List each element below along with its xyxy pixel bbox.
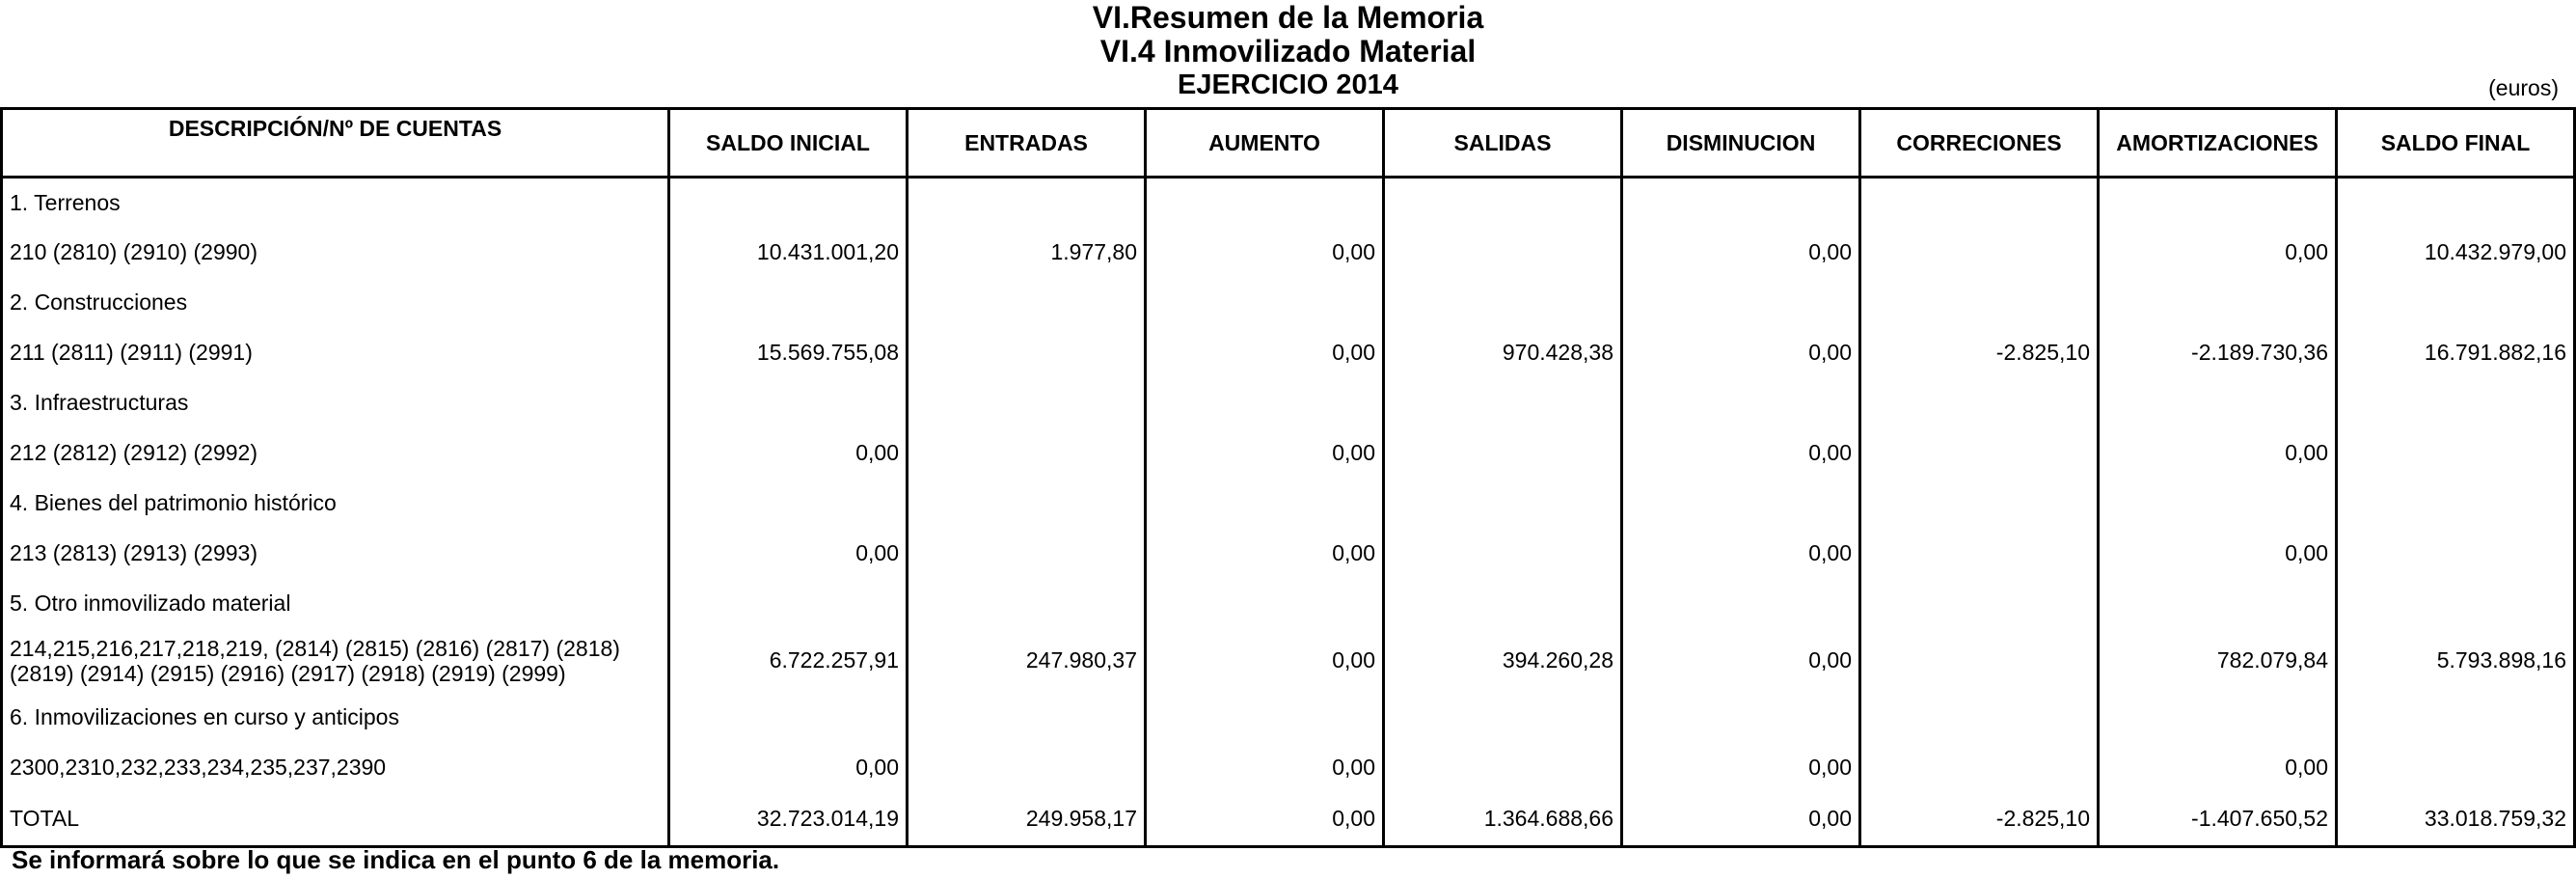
value-cell [669,579,908,629]
value-cell [2099,278,2337,328]
section-label: 3. Infraestructuras [2,378,669,428]
value-cell: 970.428,38 [1384,328,1622,378]
column-header: SALDO FINAL [2337,109,2575,178]
value-cell: 0,00 [1146,328,1384,378]
section-label: 6. Inmovilizaciones en curso y anticipos [2,693,669,743]
value-cell: 0,00 [1622,428,1860,479]
value-cell: 0,00 [1146,228,1384,278]
value-cell: -2.189.730,36 [2099,328,2337,378]
value-cell [669,278,908,328]
section-row [2,479,2575,529]
value-cell [2337,428,2575,479]
value-cell: 782.079,84 [2099,629,2337,693]
value-cell: -2.825,10 [1860,328,2099,378]
report-subtitle: VI.4 Inmovilizado Material [1099,34,1477,69]
value-cell: 0,00 [1622,328,1860,378]
table-row [2,228,2575,278]
section-label: 4. Bienes del patrimonio histórico [2,479,669,529]
value-cell [669,693,908,743]
value-cell: 0,00 [1622,228,1860,278]
value-cell [669,479,908,529]
value-cell: 10.431.001,20 [669,228,908,278]
value-cell [1860,228,2099,278]
column-header: DISMINUCION [1622,109,1860,178]
table-body [2,178,2575,847]
account-label: 212 (2812) (2912) (2992) [2,428,669,479]
fixed-assets-table [0,107,2576,848]
value-cell [1860,378,2099,428]
footnote: Se informará sobre lo que se indica en el punto 6 de la memoria. [12,845,780,874]
value-cell: -2.825,10 [1860,793,2099,847]
value-cell: 247.980,37 [908,629,1146,693]
account-label: 214,215,216,217,218,219, (2814) (2815) (2816) (2817) (2818) (2819) (2914) (2915) (2916) (2917) (2918) (2919) (2999) [2,629,669,693]
value-cell [1622,693,1860,743]
value-cell [908,743,1146,793]
account-label: 213 (2813) (2913) (2993) [2,529,669,579]
report-title: VI.Resumen de la Memoria [1092,0,1484,35]
value-cell [2337,178,2575,228]
value-cell: 16.791.882,16 [2337,328,2575,378]
value-cell [908,378,1146,428]
table-row [2,529,2575,579]
value-cell: 5.793.898,16 [2337,629,2575,693]
section-row [2,178,2575,228]
value-cell: 0,00 [1622,743,1860,793]
value-cell: 0,00 [1622,629,1860,693]
value-cell [908,693,1146,743]
value-cell [669,378,908,428]
column-header: SALDO INICIAL [669,109,908,178]
value-cell: 0,00 [1146,793,1384,847]
value-cell [1146,278,1384,328]
value-cell: 0,00 [1146,428,1384,479]
table-row [2,428,2575,479]
value-cell [1384,278,1622,328]
value-cell [1384,228,1622,278]
currency-units: (euros) [2488,75,2559,100]
value-cell [1384,378,1622,428]
value-cell [1860,693,2099,743]
table-header-row [2,109,2575,178]
value-cell [1860,743,2099,793]
value-cell [2099,579,2337,629]
column-header: AMORTIZACIONES [2099,109,2337,178]
value-cell [1146,178,1384,228]
value-cell [1860,479,2099,529]
value-cell [1384,479,1622,529]
section-label: 5. Otro inmovilizado material [2,579,669,629]
value-cell [1622,278,1860,328]
value-cell: 0,00 [1622,529,1860,579]
value-cell [1384,529,1622,579]
value-cell [1622,178,1860,228]
value-cell [2337,579,2575,629]
value-cell [1622,579,1860,629]
value-cell [1622,479,1860,529]
value-cell [908,479,1146,529]
value-cell: 0,00 [1622,793,1860,847]
value-cell: 1.364.688,66 [1384,793,1622,847]
value-cell [1146,693,1384,743]
section-row [2,378,2575,428]
value-cell: 0,00 [1146,743,1384,793]
value-cell: 15.569.755,08 [669,328,908,378]
column-header: ENTRADAS [908,109,1146,178]
section-label: 1. Terrenos [2,178,669,228]
value-cell: 0,00 [669,428,908,479]
value-cell [2337,378,2575,428]
value-cell [908,529,1146,579]
value-cell [1384,579,1622,629]
value-cell [2099,178,2337,228]
value-cell: 0,00 [2099,428,2337,479]
fiscal-year-title: EJERCICIO 2014 [1178,69,1398,100]
value-cell: 0,00 [1146,529,1384,579]
value-cell [1860,428,2099,479]
value-cell [908,328,1146,378]
account-label: 211 (2811) (2911) (2991) [2,328,669,378]
value-cell: -1.407.650,52 [2099,793,2337,847]
value-cell [1860,178,2099,228]
table-row [2,743,2575,793]
value-cell: 0,00 [2099,743,2337,793]
account-label: 210 (2810) (2910) (2990) [2,228,669,278]
value-cell [1860,529,2099,579]
value-cell [908,178,1146,228]
value-cell: 32.723.014,19 [669,793,908,847]
table-row [2,328,2575,378]
value-cell: 0,00 [669,743,908,793]
value-cell [908,428,1146,479]
value-cell [2337,278,2575,328]
column-header: DESCRIPCIÓN/Nº DE CUENTAS [2,109,669,178]
value-cell [1860,579,2099,629]
column-header: SALIDAS [1384,109,1622,178]
value-cell: 0,00 [1146,629,1384,693]
value-cell [1860,629,2099,693]
value-cell: 0,00 [2099,529,2337,579]
value-cell [2337,743,2575,793]
value-cell [2337,529,2575,579]
value-cell [2099,693,2337,743]
value-cell: 33.018.759,32 [2337,793,2575,847]
account-label: 2300,2310,232,233,234,235,237,2390 [2,743,669,793]
value-cell: 1.977,80 [908,228,1146,278]
value-cell [1384,743,1622,793]
column-header: AUMENTO [1146,109,1384,178]
value-cell [1146,579,1384,629]
value-cell [1146,378,1384,428]
value-cell [2099,479,2337,529]
value-cell: 0,00 [2099,228,2337,278]
value-cell: 394.260,28 [1384,629,1622,693]
value-cell: 249.958,17 [908,793,1146,847]
table-row [2,629,2575,693]
value-cell: 10.432.979,00 [2337,228,2575,278]
section-row [2,278,2575,328]
value-cell [1384,178,1622,228]
value-cell [1384,428,1622,479]
value-cell [669,178,908,228]
value-cell [1384,693,1622,743]
total-label: TOTAL [2,793,669,847]
value-cell: 6.722.257,91 [669,629,908,693]
section-row [2,579,2575,629]
value-cell [2099,378,2337,428]
column-header: CORRECIONES [1860,109,2099,178]
total-row [2,793,2575,847]
value-cell [908,579,1146,629]
section-label: 2. Construcciones [2,278,669,328]
section-row [2,693,2575,743]
value-cell [908,278,1146,328]
value-cell [1146,479,1384,529]
value-cell: 0,00 [669,529,908,579]
value-cell [1622,378,1860,428]
value-cell [2337,479,2575,529]
value-cell [1860,278,2099,328]
value-cell [2337,693,2575,743]
